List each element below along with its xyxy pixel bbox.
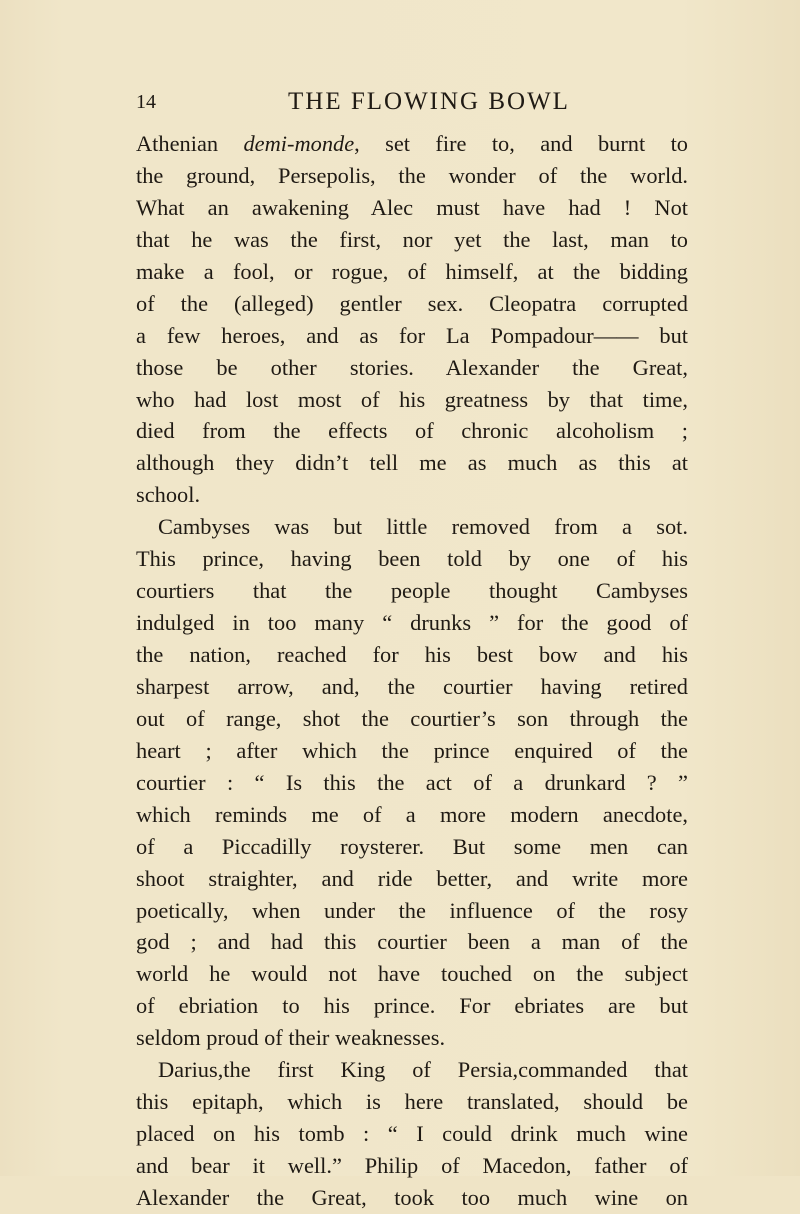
text-line: This prince, having been told by one of his bbox=[136, 546, 688, 572]
text-line: poetically, when under the influence of the rosy bbox=[136, 897, 688, 923]
text-line: Darius,the first King of Persia,commanded that bbox=[158, 1057, 688, 1083]
text-line: that he was the first, nor yet the last, man to bbox=[136, 226, 688, 252]
text-line: courtiers that the people thought Cambyses bbox=[136, 578, 688, 604]
text-line: a few heroes, and as for La Pompadour—— but bbox=[136, 322, 688, 348]
text-line: of a Piccadilly roysterer. But some men can bbox=[136, 833, 688, 859]
text-line: of the (alleged) gentler sex. Cleopatra corrupted bbox=[136, 290, 688, 316]
page-number: 14 bbox=[136, 91, 156, 113]
text-line: god ; and had this courtier been a man of the bbox=[136, 929, 688, 955]
text-line-segment: Athenian bbox=[136, 131, 244, 156]
text-line: make a fool, or rogue, of himself, at the bidding bbox=[136, 258, 688, 284]
text-line: which reminds me of a more modern anecdote, bbox=[136, 801, 688, 827]
text-line: sharpest arrow, and, the courtier having retired bbox=[136, 673, 688, 699]
text-line: Alexander the Great, took too much wine on bbox=[136, 1184, 688, 1210]
body-text bbox=[136, 128, 688, 1214]
text-line: world he would not have touched on the subject bbox=[136, 961, 688, 987]
italic-phrase: demi-monde bbox=[243, 131, 355, 156]
text-line-segment: , set fire to, and burnt to bbox=[354, 131, 689, 156]
text-line: What an awakening Alec must have had ! Not bbox=[136, 194, 688, 220]
text-line: shoot straighter, and ride better, and write more bbox=[136, 865, 688, 891]
text-line: courtier : “ Is this the act of a drunkard ? ” bbox=[136, 769, 688, 795]
text-line: those be other stories. Alexander the Great, bbox=[136, 354, 688, 380]
text-line: out of range, shot the courtier’s son through the bbox=[136, 705, 688, 731]
running-head: THE FLOWING BOWL bbox=[288, 88, 570, 115]
text-line bbox=[136, 128, 688, 160]
text-line: heart ; after which the prince enquired of the bbox=[136, 737, 688, 763]
text-line: indulged in too many “ drunks ” for the good of bbox=[136, 610, 688, 636]
text-line: of ebriation to his prince. For ebriates are but bbox=[136, 993, 688, 1019]
text-line: this epitaph, which is here translated, should be bbox=[136, 1089, 688, 1115]
text-line: who had lost most of his greatness by that time, bbox=[136, 386, 688, 412]
text-line: although they didn’t tell me as much as this at bbox=[136, 450, 688, 476]
text-line: seldom proud of their weaknesses. bbox=[136, 1025, 446, 1051]
page-header bbox=[136, 88, 688, 120]
text-line: placed on his tomb : “ I could drink much wine bbox=[136, 1121, 688, 1147]
text-line: the nation, reached for his best bow and his bbox=[136, 642, 688, 667]
text-line: and bear it well.” Philip of Macedon, father of bbox=[136, 1153, 688, 1178]
text-line: Cambyses was but little removed from a sot. bbox=[158, 514, 688, 540]
text-line: died from the effects of chronic alcoholism ; bbox=[136, 418, 688, 444]
text-line: school. bbox=[136, 482, 201, 508]
text-line: the ground, Persepolis, the wonder of the world. bbox=[136, 162, 688, 188]
